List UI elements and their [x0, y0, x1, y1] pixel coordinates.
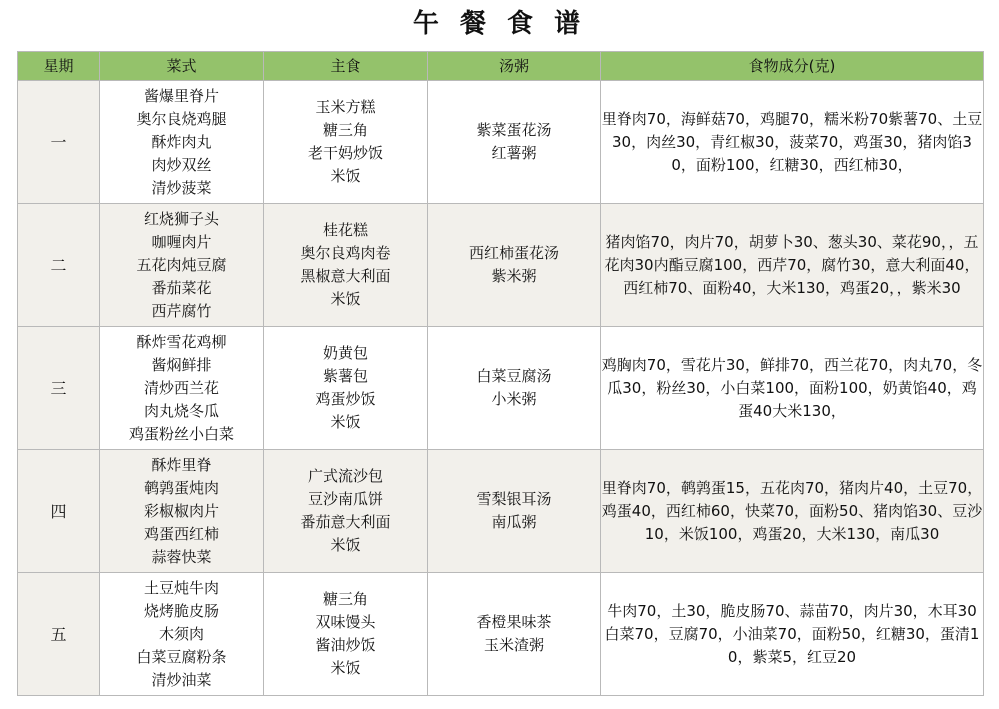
dish-item: 番茄菜花	[151, 278, 212, 297]
dish-item: 鸡蛋粉丝小白菜	[128, 424, 234, 443]
dishes-cell	[100, 450, 264, 573]
soup-item: 紫米粥	[491, 267, 537, 285]
dish-item: 咖喱肉片	[151, 232, 212, 251]
staple-cell	[264, 573, 428, 696]
staple-item: 桂花糕	[322, 221, 368, 239]
ingredients-cell	[601, 327, 984, 450]
dish-item: 酥炸雪花鸡柳	[136, 332, 227, 351]
soup-cell	[428, 204, 601, 327]
staple-item: 黑椒意大利面	[300, 267, 391, 285]
staple-item: 豆沙南瓜饼	[307, 490, 383, 508]
soup-item: 紫菜蛋花汤	[476, 121, 552, 139]
soup-item: 南瓜粥	[491, 513, 537, 531]
staple-item: 广式流沙包	[307, 467, 383, 485]
staple-item: 老干妈炒饭	[307, 144, 383, 162]
dish-item: 木须肉	[158, 624, 204, 643]
soup-cell	[428, 327, 601, 450]
staple-item: 紫薯包	[322, 367, 368, 385]
header-ingredients: 食物成分(克)	[601, 52, 984, 81]
page-title: 午 餐 食 谱	[412, 9, 587, 39]
soup-cell	[428, 573, 601, 696]
dishes-cell	[100, 81, 264, 204]
dishes-cell	[100, 327, 264, 450]
day-cell: 五	[18, 573, 100, 696]
ingredients-text: 鸡胸肉70，雪花片30，鲜排70，西兰花70，肉丸70，冬瓜30，粉丝30，小白菜100，面粉100，奶黄馅40，鸡蛋40大米130，	[601, 355, 983, 420]
staple-cell	[264, 450, 428, 573]
header-soup: 汤粥	[428, 52, 601, 81]
header-day: 星期	[18, 52, 100, 81]
staple-item: 米饭	[330, 290, 361, 308]
ingredients-text: 里脊肉70，海鲜菇70，鸡腿70，糯米粉70紫薯70、土豆30，肉丝30，青红椒30，菠菜70，鸡蛋30，猪肉馅30，面粉100，红糖30，西红柿30，	[601, 109, 983, 174]
dish-item: 蒜蓉快菜	[151, 547, 212, 566]
dish-item: 酱爆里脊片	[143, 86, 219, 105]
day-cell: 三	[18, 327, 100, 450]
dish-item: 五花肉炖豆腐	[136, 255, 227, 274]
day-cell: 四	[18, 450, 100, 573]
soup-item: 红薯粥	[491, 144, 537, 162]
ingredients-text: 猪肉馅70，肉片70，胡萝卜30、葱头30、菜花90，，五花肉30内酯豆腐100，西芹70，腐竹30，意大利面40，西红柿70、面粉40，大米130，鸡蛋20，，紫米30	[604, 232, 980, 297]
header-row	[18, 52, 984, 81]
dish-item: 西芹腐竹	[151, 301, 212, 320]
staple-item: 玉米方糕	[315, 98, 376, 116]
ingredients-cell	[601, 573, 984, 696]
soup-item: 白菜豆腐汤	[476, 367, 552, 385]
day-cell: 一	[18, 81, 100, 204]
dish-item: 烧烤脆皮肠	[143, 601, 219, 620]
dish-item: 肉炒双丝	[151, 155, 212, 174]
staple-item: 米饭	[330, 536, 361, 554]
ingredients-cell	[601, 81, 984, 204]
soup-item: 西红柿蛋花汤	[468, 244, 559, 262]
dish-item: 红烧狮子头	[143, 209, 219, 228]
soup-item: 香橙果味茶	[476, 613, 552, 631]
day-cell: 二	[18, 204, 100, 327]
dish-item: 彩椒椒肉片	[143, 501, 219, 520]
soup-cell	[428, 81, 601, 204]
ingredients-text: 里脊肉70，鹌鹑蛋15，五花肉70，猪肉片40，土豆70，鸡蛋40，西红柿60，快菜70，面粉50、猪肉馅30、豆沙10，米饭100，鸡蛋20，大米130，南瓜30	[601, 478, 983, 543]
dish-item: 清炒菠菜	[151, 178, 212, 197]
staple-item: 双味馒头	[315, 613, 376, 631]
header-staple: 主食	[264, 52, 428, 81]
staple-item: 奥尔良鸡肉卷	[300, 244, 391, 262]
dish-item: 清炒油菜	[151, 670, 212, 689]
staple-item: 番茄意大利面	[300, 513, 391, 531]
staple-item: 糖三角	[322, 121, 368, 139]
staple-item: 奶黄包	[322, 344, 368, 362]
table-row	[18, 81, 984, 204]
dish-item: 鸡蛋西红柿	[143, 524, 219, 543]
header-dishes: 菜式	[100, 52, 264, 81]
ingredients-text: 牛肉70，土30，脆皮肠70、蒜苗70，肉片30，木耳30白菜70，豆腐70，小油菜70，面粉50，红糖30，蛋清10，紫菜5，红豆20	[604, 601, 980, 666]
staple-item: 米饭	[330, 659, 361, 677]
dish-item: 奥尔良烧鸡腿	[136, 109, 227, 128]
dish-item: 肉丸烧冬瓜	[143, 401, 219, 420]
dish-item: 酥炸肉丸	[151, 132, 212, 151]
dishes-cell	[100, 573, 264, 696]
staple-item: 米饭	[330, 413, 361, 431]
dishes-cell	[100, 204, 264, 327]
dish-item: 清炒西兰花	[143, 378, 219, 397]
dish-item: 鹌鹑蛋炖肉	[143, 478, 219, 497]
soup-item: 雪梨银耳汤	[476, 490, 552, 508]
table-row	[18, 204, 984, 327]
staple-item: 酱油炒饭	[315, 636, 376, 654]
dish-item: 土豆炖牛肉	[143, 578, 219, 597]
soup-item: 玉米渣粥	[483, 636, 544, 654]
staple-cell	[264, 327, 428, 450]
ingredients-cell	[601, 450, 984, 573]
table-row	[18, 327, 984, 450]
staple-cell	[264, 81, 428, 204]
table-row	[18, 450, 984, 573]
ingredients-cell	[601, 204, 984, 327]
staple-item: 糖三角	[322, 590, 368, 608]
dish-item: 酥炸里脊	[151, 455, 212, 474]
soup-cell	[428, 450, 601, 573]
table-row	[18, 573, 984, 696]
dish-item: 酱焖鲜排	[151, 355, 212, 374]
staple-item: 米饭	[330, 167, 361, 185]
soup-item: 小米粥	[491, 390, 537, 408]
staple-item: 鸡蛋炒饭	[315, 390, 376, 408]
dish-item: 白菜豆腐粉条	[136, 647, 227, 666]
staple-cell	[264, 204, 428, 327]
lunch-menu-table	[17, 51, 984, 696]
